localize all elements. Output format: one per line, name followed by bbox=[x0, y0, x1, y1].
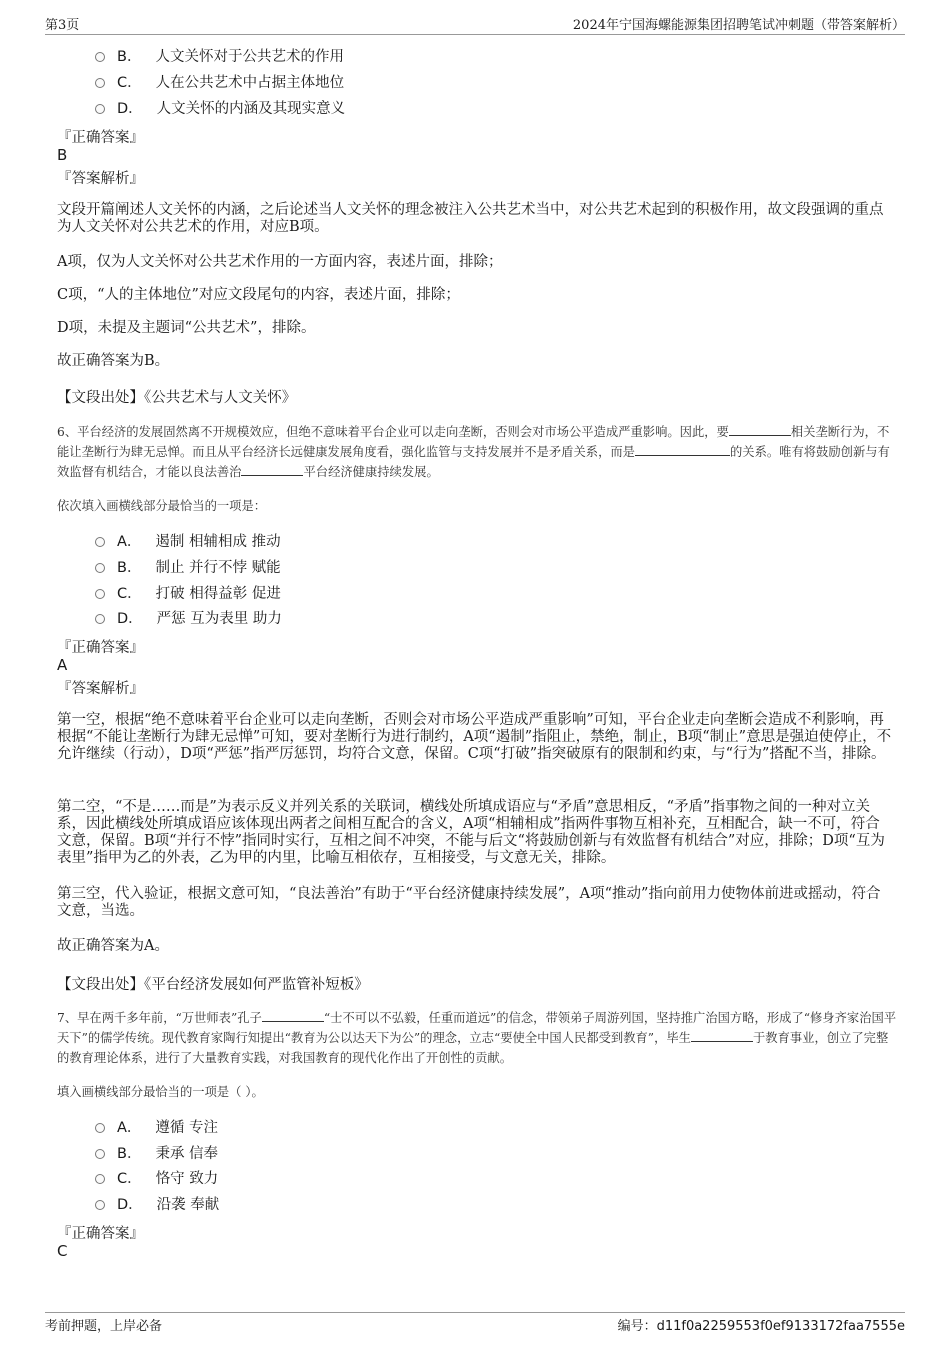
q5-option-b[interactable]: B． 人文关怀对于公共艺术的作用 bbox=[95, 44, 344, 66]
radio-icon[interactable] bbox=[95, 1149, 105, 1159]
radio-icon[interactable] bbox=[95, 1200, 105, 1210]
q5-analysis-p2: A项，仅为人文关怀对公共艺术作用的一方面内容，表述片面，排除； bbox=[57, 254, 503, 270]
q5-answer-label: 『正确答案』 bbox=[57, 130, 144, 146]
radio-icon[interactable] bbox=[95, 589, 105, 599]
fill-blank bbox=[729, 423, 791, 436]
q5-source: 【文段出处】《公共艺术与人文关怀》 bbox=[57, 390, 297, 406]
q6-answer: A bbox=[57, 656, 68, 674]
q5-analysis-p3: C项，“人的主体地位”对应文段尾句的内容，表述片面，排除； bbox=[57, 287, 460, 303]
radio-icon[interactable] bbox=[95, 1123, 105, 1133]
q7-prompt: 填入画横线部分最恰当的一项是（ ）。 bbox=[57, 1085, 264, 1099]
q5-analysis-p4: D项，未提及主题词“公共艺术”，排除。 bbox=[57, 320, 316, 336]
q7-option-b[interactable]: B． 秉承 信奉 bbox=[95, 1141, 218, 1163]
radio-icon[interactable] bbox=[95, 104, 105, 114]
radio-icon[interactable] bbox=[95, 78, 105, 88]
q6-option-d[interactable]: D． 严惩 互为表里 助力 bbox=[95, 606, 282, 628]
q6-option-c[interactable]: C． 打破 相得益彰 促进 bbox=[95, 581, 281, 603]
q6-analysis-p1: 第一空，根据“绝不意味着平台企业可以走向垄断，否则会对市场公平造成严重影响”可知，平台企业走向垄断会造成不利影响，再根据“不能让垄断行为肆无忌惮”可知，要对垄断行为进行制约，A项“遏制”指阻止，禁绝，制止，B项“制止”意思是强迫使停止，不允许继续（行动），D项“严惩”指严厉惩罚，均符合文意，保留。C项“打破”指突破原有的限制和约束，与“行为”搭配不当，排除。 bbox=[57, 712, 892, 762]
q6-prompt: 依次填入画横线部分最恰当的一项是： bbox=[57, 499, 267, 513]
q6-option-b[interactable]: B． 制止 并行不悖 赋能 bbox=[95, 555, 281, 577]
q5-analysis-label: 『答案解析』 bbox=[57, 171, 144, 187]
fill-blank bbox=[262, 1009, 324, 1022]
fill-blank bbox=[691, 1029, 753, 1042]
radio-icon[interactable] bbox=[95, 563, 105, 573]
q6-analysis-p4: 故正确答案为A。 bbox=[57, 938, 169, 954]
q7-option-d[interactable]: D． 沿袭 奉献 bbox=[95, 1192, 219, 1214]
page-footer bbox=[45, 1312, 905, 1339]
q5-option-c[interactable]: C． 人在公共艺术中占据主体地位 bbox=[95, 70, 344, 92]
radio-icon[interactable] bbox=[95, 1174, 105, 1184]
q7-option-c[interactable]: C． 恪守 致力 bbox=[95, 1166, 218, 1188]
q6-stem: 6、平台经济的发展固然离不开规模效应，但绝不意味着平台企业可以走向垄断，否则会对市场公平造成严重影响。因此，要 相关垄断行为，不能让垄断行为肆无忌惮。而且从平台经济长远健康发展角度看，强化监管与支持发展并不是矛盾关系，而是 的关系。唯有将鼓励创新与有效监督有机结合，才能以良法善治 平台经济健康持续发展。 bbox=[57, 425, 890, 479]
page-header bbox=[45, 14, 905, 35]
q7-answer-label: 『正确答案』 bbox=[57, 1226, 144, 1242]
q6-answer-label: 『正确答案』 bbox=[57, 640, 144, 656]
q5-answer: B bbox=[57, 146, 68, 164]
radio-icon[interactable] bbox=[95, 52, 105, 62]
page-number: 第3页 bbox=[45, 18, 80, 33]
document-code: 编号：d11f0a2259553f0ef9133172faa7555e bbox=[617, 1319, 905, 1334]
fill-blank bbox=[241, 463, 303, 476]
q7-answer: C bbox=[57, 1242, 68, 1260]
radio-icon[interactable] bbox=[95, 614, 105, 624]
q5-analysis-p5: 故正确答案为B。 bbox=[57, 353, 170, 369]
q6-analysis-label: 『答案解析』 bbox=[57, 681, 144, 697]
q5-option-d[interactable]: D． 人文关怀的内涵及其现实意义 bbox=[95, 96, 345, 118]
q7-option-a[interactable]: A． 遵循 专注 bbox=[95, 1115, 218, 1137]
q6-source: 【文段出处】《平台经济发展如何严监管补短板》 bbox=[57, 977, 369, 993]
q6-analysis-p3: 第三空，代入验证，根据文意可知，“良法善治”有助于“平台经济健康持续发展”，A项“推动”指向前用力使物体前进或摇动，符合文意，当选。 bbox=[57, 886, 881, 919]
q6-option-a[interactable]: A． 遏制 相辅相成 推动 bbox=[95, 529, 281, 551]
radio-icon[interactable] bbox=[95, 537, 105, 547]
fill-blank bbox=[635, 443, 730, 456]
footer-slogan: 考前押题，上岸必备 bbox=[45, 1319, 163, 1334]
q5-analysis-p1: 文段开篇阐述人文关怀的内涵，之后论述当人文关怀的理念被注入公共艺术当中，对公共艺术起到的积极作用，故文段强调的重点为人文关怀对公共艺术的作用，对应B项。 bbox=[57, 202, 884, 235]
document-title: 2024年宁国海螺能源集团招聘笔试冲刺题（带答案解析） bbox=[572, 18, 905, 33]
q7-stem: 7、早在两千多年前，“万世师表”孔子 “士不可以不弘毅，任重而道远”的信念，带领弟子周游列国，坚持推广治国方略，形成了“修身齐家治国平天下”的儒学传统。现代教育家陶行知提出“教育为公以达天下为公”的理念，立志“要使全中国人民都受到教育”，毕生 于教育事业，创立了完整的教育理论体系，进行了大量教育实践，对我国教育的现代化作出了开创性的贡献。 bbox=[57, 1011, 897, 1065]
q6-analysis-p2: 第二空，“不是……而是”为表示反义并列关系的关联词，横线处所填成语应与“矛盾”意思相反，“矛盾”指事物之间的一种对立关系，因此横线处所填成语应该体现出两者之间相互配合的含义，A项“相辅相成”指两件事物互相补充，互相配合，缺一不可，符合文意，保留。B项“并行不悖”指同时实行，互相之间不冲突，不能与后文“将鼓励创新与有效监督有机结合”对应，排除；D项“互为表里”指甲为乙的外表，乙为甲的内里，比喻互相依存，互相接受，与文意无关，排除。 bbox=[57, 799, 885, 866]
